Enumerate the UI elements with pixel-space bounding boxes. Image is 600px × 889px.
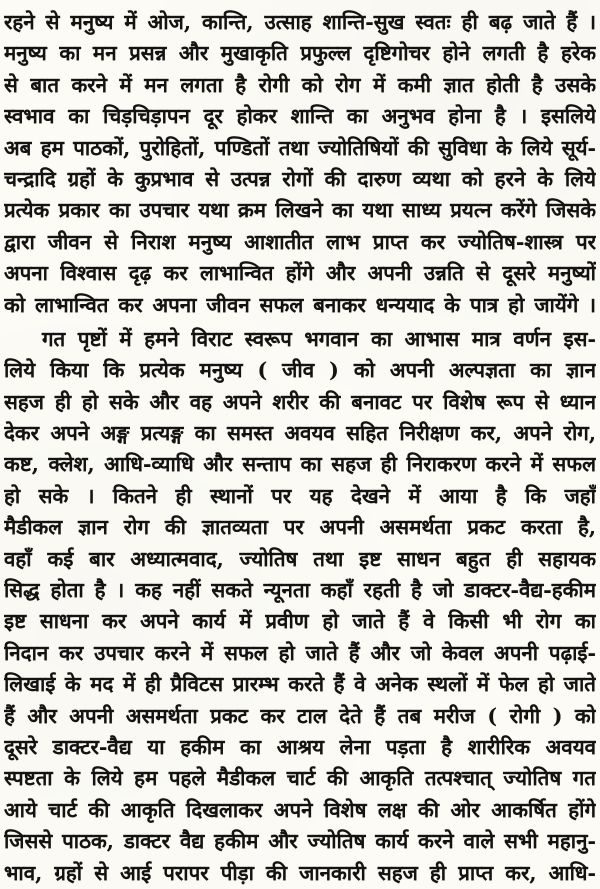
text-line: को लाभान्वित कर अपना जीवन सफल बनाकर धन्ययाद के पात्र हो जायेंगे । (4, 292, 596, 317)
text-line: से बात करने में मन लगता है रोगी को रोग में कमी ज्ञात होती है उसके (4, 72, 596, 97)
text-line: लिखाई के मद में ही प्रैविटस प्रारम्भ करते हैं वे अनेक स्थलों में फेल हो जाते (4, 672, 596, 697)
text-line: आये चार्ट की आकृति दिखलाकर अपने विशेष लक्ष की ओर आकर्षित होंगे (4, 797, 596, 822)
text-line: भाव, ग्रहों से आई परापर पीड़ा की जानकारी सहज ही प्राप्त कर, आधि- (4, 860, 596, 885)
text-line: अब हम पाठकों, पुरोहितों, पण्डितों तथा ज्योतिषियों की सुविधा के लिये सूर्य- (4, 135, 596, 160)
text-line: वहाँ कई बार अध्यात्मवाद, ज्योतिष तथा इष्ट साधन बहुत ही सहायक (4, 546, 596, 571)
text-line: मैडीकल ज्ञान रोग की ज्ञातव्यता पर अपनी असमर्थता प्रकट करता है, (4, 515, 596, 540)
text-line: निदान कर उपचार करने में सफल हो जाते हैं और जो केवल अपनी पढ़ाई- (4, 640, 596, 665)
text-line: कष्ट, क्लेश, आधि-व्याधि और सन्ताप का सहज ही निराकरण करने में सफल (4, 452, 596, 477)
text-line: दूसरे डाक्टर-वैद्य या हकीम का आश्रय लेना पड़ता है शारीरिक अवयव (4, 734, 596, 759)
text-line: प्रत्येक प्रकार का उपचार यथा क्रम लिखने का यथा साध्य प्रयत्न करेंगे जिसके (4, 198, 596, 223)
text-line: अपना विश्वास दृढ़ कर लाभान्वित होंगे और अपनी उन्नति से दूसरे मनुष्यों (4, 261, 596, 286)
text-line: स्पष्टता के लिये हम पहले मैडीकल चार्ट की आकृति तत्पश्चात् ज्योतिष गत (4, 766, 596, 791)
text-line: हैं और अपनी असमर्थता प्रकट कर टाल देते हैं तब मरीज ( रोगी ) को (4, 703, 596, 728)
text-line: देकर अपने अङ्ग प्रत्यङ्ग का समस्त अवयव सहित निरीक्षण कर, अपने रोग, (4, 421, 596, 446)
text-block (4, 7, 596, 889)
text-line: द्वारा जीवन से निराश मनुष्य आशातीत लाभ प्राप्त कर ज्योतिष-शास्त्र पर (4, 229, 596, 254)
text-line: रहने से मनुष्य में ओज, कान्ति, उत्साह शान्ति-सुख स्वतः ही बढ़ जाते हैं । (4, 10, 596, 34)
text-line: सहज ही हो सके और वह अपने शरीर की बनावट पर विशेष रूप से ध्यान (4, 389, 596, 414)
text-line: मनुष्य का मन प्रसन्न और मुखाकृति प्रफुल्ल दृष्टिगोचर होने लगती है हरेक (4, 41, 596, 66)
text-line: स्वभाव का चिड़चिड़ापन दूर होकर शान्ति का अनुभव होना है । इसलिये (4, 104, 596, 129)
text-line: लिये किया कि प्रत्येक मनुष्य ( जीव ) को अपनी अल्पज्ञता का ज्ञान (4, 358, 596, 383)
text-line: इष्ट साधना कर अपने कार्य में प्रवीण हो जाते हैं वे किसी भी रोग का (4, 609, 596, 634)
text-line: जिससे पाठक, डाक्टर वैद्य हकीम और ज्योतिष कार्य करने वाले सभी महानु- (4, 829, 596, 854)
text-line: गत पृष्टों में हमने विराट स्वरूप भगवान का आभास मात्र वर्णन इस- (42, 326, 596, 351)
text-line: हो सके । कितने ही स्थानों पर यह देखने में आया है कि जहाँ (4, 483, 596, 508)
text-line: सिद्ध होता है । कह नहीं सकते न्यूनता कहाँ रहती है जो डाक्टर-वैद्य-हकीम (4, 578, 596, 603)
text-line: चन्द्रादि ग्रहों के कुप्रभाव से उत्पन्न रोगों की दारुण व्यथा को हरने के लिये (4, 166, 596, 191)
